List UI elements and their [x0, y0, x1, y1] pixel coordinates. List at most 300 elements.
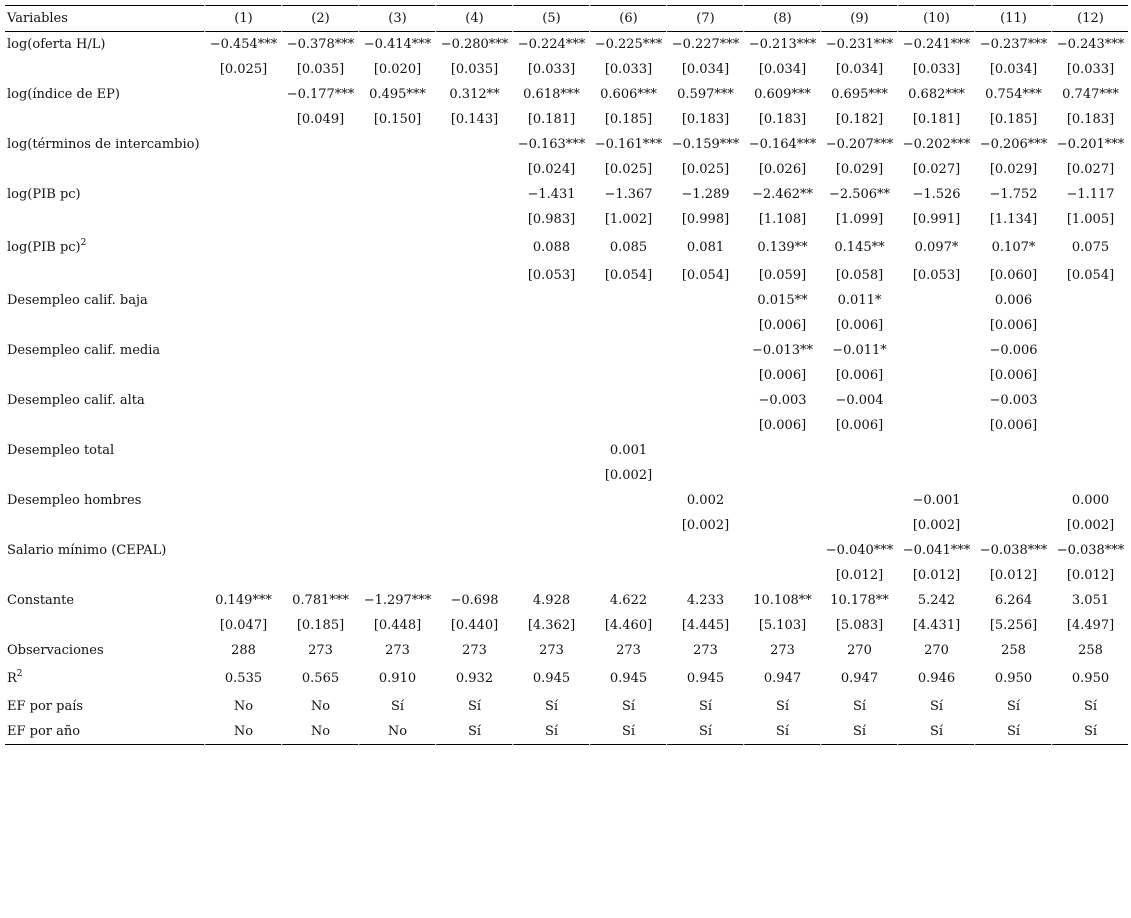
table-cell: [4.497]	[1051, 613, 1128, 638]
table-cell	[358, 288, 435, 313]
row-label	[5, 613, 204, 638]
row-label	[5, 207, 204, 232]
table-cell	[666, 388, 743, 413]
row-label	[5, 638, 204, 663]
table-cell	[358, 488, 435, 513]
table-cell: −1.431	[512, 182, 589, 207]
table-cell: [0.026]	[743, 157, 820, 182]
header-column-2: (2)	[281, 5, 358, 32]
table-cell: [0.034]	[666, 57, 743, 82]
table-cell: [0.185]	[974, 107, 1051, 132]
header-column-7: (7)	[666, 5, 743, 32]
table-cell: [0.185]	[281, 613, 358, 638]
table-cell: Sí	[743, 719, 820, 745]
table-cell	[358, 157, 435, 182]
table-cell	[666, 563, 743, 588]
table-cell: [0.002]	[897, 513, 974, 538]
table-cell	[281, 338, 358, 363]
table-row	[5, 694, 1128, 719]
table-row	[5, 207, 1128, 232]
table-row	[5, 463, 1128, 488]
table-cell: [4.431]	[897, 613, 974, 638]
table-cell: −0.163***	[512, 132, 589, 157]
table-cell: 273	[666, 638, 743, 663]
row-label	[5, 513, 204, 538]
table-cell	[204, 563, 281, 588]
table-cell: −2.506**	[820, 182, 897, 207]
table-row	[5, 107, 1128, 132]
table-cell: Sí	[435, 694, 512, 719]
table-cell	[512, 363, 589, 388]
table-row	[5, 388, 1128, 413]
table-cell: 273	[358, 638, 435, 663]
row-label-text: Desempleo hombres	[7, 493, 142, 508]
table-cell	[589, 313, 666, 338]
table-cell	[589, 363, 666, 388]
table-cell: [0.035]	[435, 57, 512, 82]
table-cell	[435, 157, 512, 182]
table-cell	[666, 288, 743, 313]
table-cell: [0.006]	[974, 363, 1051, 388]
table-cell	[358, 363, 435, 388]
table-cell: [0.025]	[204, 57, 281, 82]
table-cell: [0.183]	[666, 107, 743, 132]
table-cell: Sí	[358, 694, 435, 719]
table-cell	[512, 438, 589, 463]
row-label-text: Salario mínimo (CEPAL)	[7, 543, 167, 558]
table-cell	[743, 513, 820, 538]
row-label	[5, 132, 204, 157]
table-cell	[1051, 388, 1128, 413]
table-cell: 0.097*	[897, 232, 974, 263]
table-cell	[897, 463, 974, 488]
table-cell	[435, 207, 512, 232]
table-cell	[281, 132, 358, 157]
table-cell: [0.054]	[666, 263, 743, 288]
table-row	[5, 132, 1128, 157]
table-row	[5, 538, 1128, 563]
table-cell	[358, 132, 435, 157]
table-cell: 0.495***	[358, 82, 435, 107]
table-cell	[204, 413, 281, 438]
table-cell	[589, 538, 666, 563]
table-cell: [0.033]	[512, 57, 589, 82]
header-column-11: (11)	[974, 5, 1051, 32]
table-cell: −0.207***	[820, 132, 897, 157]
table-cell: −0.201***	[1051, 132, 1128, 157]
table-cell	[435, 463, 512, 488]
table-cell: [0.150]	[358, 107, 435, 132]
table-cell: −0.003	[743, 388, 820, 413]
table-cell	[1051, 288, 1128, 313]
header-column-1: (1)	[204, 5, 281, 32]
table-cell: 0.139**	[743, 232, 820, 263]
table-cell	[743, 438, 820, 463]
row-label	[5, 157, 204, 182]
table-cell: [0.991]	[897, 207, 974, 232]
table-row	[5, 488, 1128, 513]
table-cell: −0.041***	[897, 538, 974, 563]
table-cell: −0.231***	[820, 32, 897, 57]
table-cell: [0.012]	[820, 563, 897, 588]
row-label-superscript: 2	[16, 669, 23, 679]
table-cell: [1.002]	[589, 207, 666, 232]
table-cell	[358, 438, 435, 463]
table-cell	[1051, 438, 1128, 463]
table-cell: [0.012]	[974, 563, 1051, 588]
table-cell	[435, 338, 512, 363]
table-cell: Sí	[512, 719, 589, 745]
table-cell	[897, 388, 974, 413]
table-cell: [0.060]	[974, 263, 1051, 288]
table-cell: −0.454***	[204, 32, 281, 57]
header-column-4: (4)	[435, 5, 512, 32]
table-cell	[512, 563, 589, 588]
table-cell: 0.950	[974, 663, 1051, 694]
table-cell	[435, 232, 512, 263]
table-cell: 0.682***	[897, 82, 974, 107]
table-cell: Sí	[897, 694, 974, 719]
table-cell	[589, 338, 666, 363]
table-cell: Sí	[820, 719, 897, 745]
table-cell	[435, 513, 512, 538]
table-cell: [0.025]	[666, 157, 743, 182]
table-cell: 3.051	[1051, 588, 1128, 613]
table-cell	[589, 413, 666, 438]
row-label-text: log(índice de EP)	[7, 87, 120, 102]
table-row	[5, 288, 1128, 313]
table-cell: 0.932	[435, 663, 512, 694]
row-label	[5, 313, 204, 338]
table-cell	[204, 463, 281, 488]
table-cell	[204, 288, 281, 313]
table-cell: 273	[281, 638, 358, 663]
row-label	[5, 263, 204, 288]
table-cell: [0.034]	[820, 57, 897, 82]
table-cell	[666, 313, 743, 338]
table-cell: 0.006	[974, 288, 1051, 313]
table-cell: [0.029]	[974, 157, 1051, 182]
row-label	[5, 32, 204, 57]
table-cell	[281, 288, 358, 313]
table-cell	[358, 232, 435, 263]
row-label	[5, 57, 204, 82]
table-cell: 0.945	[512, 663, 589, 694]
table-cell	[358, 313, 435, 338]
table-cell: 273	[435, 638, 512, 663]
table-row	[5, 182, 1128, 207]
table-row	[5, 32, 1128, 57]
table-row	[5, 513, 1128, 538]
table-cell: 0.606***	[589, 82, 666, 107]
table-cell: −0.013**	[743, 338, 820, 363]
table-cell	[281, 232, 358, 263]
table-cell: 0.088	[512, 232, 589, 263]
table-cell: −0.004	[820, 388, 897, 413]
table-cell: −0.224***	[512, 32, 589, 57]
table-cell: Sí	[666, 719, 743, 745]
table-cell	[204, 313, 281, 338]
header-variables: Variables	[5, 5, 204, 32]
table-cell: 0.565	[281, 663, 358, 694]
table-cell: [0.185]	[589, 107, 666, 132]
table-cell: No	[204, 694, 281, 719]
table-cell: 0.001	[589, 438, 666, 463]
table-cell: −0.227***	[666, 32, 743, 57]
row-label-text: Desempleo calif. media	[7, 343, 161, 358]
table-cell	[204, 538, 281, 563]
table-cell	[204, 513, 281, 538]
table-cell	[1051, 463, 1128, 488]
table-cell	[204, 157, 281, 182]
table-cell	[281, 563, 358, 588]
table-cell	[435, 288, 512, 313]
table-cell	[281, 363, 358, 388]
table-cell	[358, 538, 435, 563]
table-cell	[204, 263, 281, 288]
table-cell: No	[204, 719, 281, 745]
table-cell: 0.910	[358, 663, 435, 694]
table-cell: 0.950	[1051, 663, 1128, 694]
table-cell: [0.182]	[820, 107, 897, 132]
table-cell: −1.367	[589, 182, 666, 207]
table-cell	[358, 388, 435, 413]
row-label	[5, 438, 204, 463]
row-label	[5, 538, 204, 563]
table-cell: 0.945	[589, 663, 666, 694]
table-cell: 273	[512, 638, 589, 663]
table-cell: No	[281, 694, 358, 719]
table-row	[5, 263, 1128, 288]
table-cell: [0.998]	[666, 207, 743, 232]
table-cell	[820, 488, 897, 513]
table-cell	[281, 513, 358, 538]
row-label	[5, 232, 204, 263]
table-cell	[897, 338, 974, 363]
table-cell	[974, 438, 1051, 463]
table-cell	[204, 338, 281, 363]
row-label-text: Desempleo total	[7, 443, 115, 458]
table-cell: Sí	[589, 694, 666, 719]
table-cell: 5.242	[897, 588, 974, 613]
table-cell: −0.040***	[820, 538, 897, 563]
table-cell	[974, 513, 1051, 538]
table-cell: −0.003	[974, 388, 1051, 413]
table-cell: [0.002]	[1051, 513, 1128, 538]
table-cell: 0.747***	[1051, 82, 1128, 107]
table-cell	[897, 438, 974, 463]
table-cell	[435, 132, 512, 157]
row-label	[5, 413, 204, 438]
table-cell	[358, 513, 435, 538]
row-label	[5, 363, 204, 388]
table-row	[5, 313, 1128, 338]
table-cell: [0.983]	[512, 207, 589, 232]
table-cell: [0.034]	[743, 57, 820, 82]
table-cell	[281, 263, 358, 288]
table-cell: 0.754***	[974, 82, 1051, 107]
table-cell	[974, 463, 1051, 488]
row-label	[5, 463, 204, 488]
table-cell: [1.005]	[1051, 207, 1128, 232]
table-row	[5, 563, 1128, 588]
table-cell	[512, 513, 589, 538]
table-cell	[435, 388, 512, 413]
table-cell	[512, 313, 589, 338]
table-cell: −0.011*	[820, 338, 897, 363]
table-cell	[435, 488, 512, 513]
table-cell: [0.053]	[512, 263, 589, 288]
header-column-3: (3)	[358, 5, 435, 32]
table-cell: Sí	[974, 719, 1051, 745]
table-cell: [0.006]	[743, 413, 820, 438]
table-cell: 288	[204, 638, 281, 663]
table-cell	[204, 107, 281, 132]
table-cell: −0.414***	[358, 32, 435, 57]
table-cell: −1.526	[897, 182, 974, 207]
table-cell: 0.145**	[820, 232, 897, 263]
table-cell: [0.006]	[820, 313, 897, 338]
table-row	[5, 638, 1128, 663]
table-cell: −0.206***	[974, 132, 1051, 157]
table-cell: 6.264	[974, 588, 1051, 613]
table-cell	[281, 207, 358, 232]
table-cell	[1051, 313, 1128, 338]
table-cell: −2.462**	[743, 182, 820, 207]
table-cell	[281, 488, 358, 513]
table-cell: 0.002	[666, 488, 743, 513]
header-column-10: (10)	[897, 5, 974, 32]
table-cell	[897, 413, 974, 438]
table-cell	[589, 288, 666, 313]
table-cell: 273	[743, 638, 820, 663]
row-label-text: Observaciones	[7, 643, 104, 658]
table-cell: Sí	[820, 694, 897, 719]
row-label-text: EF por país	[7, 699, 84, 714]
table-cell: 10.108**	[743, 588, 820, 613]
table-cell: −0.241***	[897, 32, 974, 57]
table-cell: −0.159***	[666, 132, 743, 157]
table-cell: 0.312**	[435, 82, 512, 107]
table-cell: 0.695***	[820, 82, 897, 107]
row-label-text: log(PIB pc)	[7, 240, 81, 255]
table-cell: Sí	[743, 694, 820, 719]
table-cell	[512, 538, 589, 563]
table-cell: 0.597***	[666, 82, 743, 107]
table-cell: 0.075	[1051, 232, 1128, 263]
table-header-row	[5, 5, 1128, 32]
table-cell: [1.099]	[820, 207, 897, 232]
table-cell	[1051, 363, 1128, 388]
table-cell: [0.002]	[589, 463, 666, 488]
table-cell	[281, 413, 358, 438]
table-cell	[512, 388, 589, 413]
table-cell: 0.609***	[743, 82, 820, 107]
table-cell	[435, 438, 512, 463]
table-cell	[743, 563, 820, 588]
table-cell: [0.033]	[589, 57, 666, 82]
table-cell	[204, 182, 281, 207]
row-label-text: Constante	[7, 593, 75, 608]
table-cell: [0.033]	[1051, 57, 1128, 82]
table-cell: No	[281, 719, 358, 745]
table-cell	[281, 438, 358, 463]
table-cell	[435, 363, 512, 388]
table-cell: [0.049]	[281, 107, 358, 132]
table-cell: [0.143]	[435, 107, 512, 132]
table-cell: −1.752	[974, 182, 1051, 207]
table-cell: [0.047]	[204, 613, 281, 638]
table-row	[5, 588, 1128, 613]
table-cell: −0.161***	[589, 132, 666, 157]
table-cell	[281, 538, 358, 563]
row-label-text: Desempleo calif. baja	[7, 293, 148, 308]
table-cell	[435, 538, 512, 563]
header-column-8: (8)	[743, 5, 820, 32]
table-cell	[666, 463, 743, 488]
table-cell: [0.012]	[1051, 563, 1128, 588]
table-cell	[435, 563, 512, 588]
table-cell: [0.002]	[666, 513, 743, 538]
table-cell: [0.183]	[743, 107, 820, 132]
table-cell	[974, 488, 1051, 513]
table-cell	[820, 438, 897, 463]
table-cell: [0.181]	[512, 107, 589, 132]
table-cell: [0.006]	[743, 313, 820, 338]
table-cell: 270	[820, 638, 897, 663]
row-label	[5, 588, 204, 613]
table-cell: [0.027]	[897, 157, 974, 182]
row-label	[5, 338, 204, 363]
table-cell	[204, 82, 281, 107]
table-cell: −0.177***	[281, 82, 358, 107]
table-cell: [0.006]	[743, 363, 820, 388]
table-cell: 0.000	[1051, 488, 1128, 513]
table-cell	[204, 207, 281, 232]
row-label-text: log(oferta H/L)	[7, 37, 106, 52]
table-cell: [0.054]	[1051, 263, 1128, 288]
table-cell: 0.535	[204, 663, 281, 694]
row-label	[5, 488, 204, 513]
table-row	[5, 338, 1128, 363]
table-cell	[512, 463, 589, 488]
table-cell: 258	[1051, 638, 1128, 663]
table-cell: Sí	[435, 719, 512, 745]
table-cell: [0.181]	[897, 107, 974, 132]
table-cell	[358, 182, 435, 207]
table-row	[5, 613, 1128, 638]
table-cell: 4.622	[589, 588, 666, 613]
row-label-text: R	[7, 671, 17, 686]
table-row	[5, 719, 1128, 745]
table-cell: 0.946	[897, 663, 974, 694]
table-cell	[589, 513, 666, 538]
table-cell: [0.058]	[820, 263, 897, 288]
table-cell: 0.081	[666, 232, 743, 263]
table-cell	[358, 338, 435, 363]
row-label-text: log(términos de intercambio)	[7, 137, 200, 152]
table-row	[5, 363, 1128, 388]
table-cell: −0.006	[974, 338, 1051, 363]
row-label	[5, 288, 204, 313]
table-row	[5, 438, 1128, 463]
row-label-text: EF por año	[7, 724, 81, 739]
table-cell: Sí	[1051, 694, 1128, 719]
table-cell	[1051, 338, 1128, 363]
table-cell: [5.256]	[974, 613, 1051, 638]
table-cell: [0.006]	[820, 413, 897, 438]
table-cell: 0.947	[743, 663, 820, 694]
